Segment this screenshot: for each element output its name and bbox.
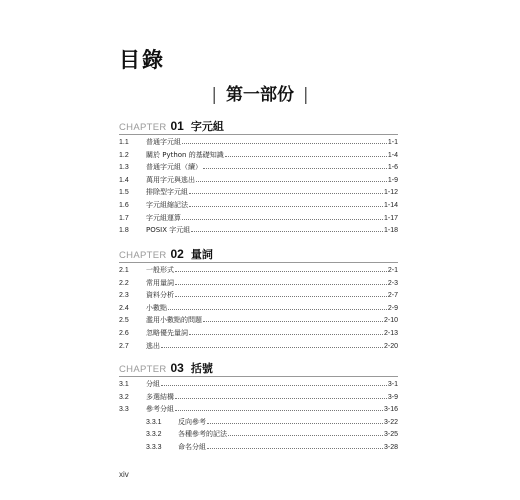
entry-title: 字元組運算 [146,213,181,222]
entry-title: 參考分組 [146,405,174,414]
dot-leader [225,156,387,157]
entry-number: 1.1 [119,139,129,146]
entry-page: 2-9 [387,304,398,312]
dot-leader [182,143,387,144]
toc-entry[interactable] [119,379,398,392]
entry-page: 2-20 [383,342,398,350]
entry-title: 命名分組 [178,442,206,451]
entry-page: 1-17 [383,214,398,222]
toc-entry[interactable] [119,328,398,341]
dot-leader [196,181,387,182]
entry-title: 一般形式 [146,266,174,274]
entry-page: 1-4 [387,151,398,159]
dot-leader [189,193,383,194]
part-heading [0,80,520,105]
chapter-label: CHAPTER [119,250,167,261]
entry-title: 忽略優先量詞 [146,328,188,337]
dot-leader [207,448,383,449]
entry-page: 2-1 [387,267,398,274]
entry-page: 3-1 [387,381,398,388]
entry-number: 1.3 [119,164,129,172]
dot-leader [175,296,387,297]
entry-title: 反向參考 [178,417,206,426]
entry-number: 1.7 [119,214,129,222]
entry-title: 小數點 [146,303,167,312]
entry-number: 3.2 [119,393,129,401]
chapter-title: 量詞 [190,248,213,261]
toc-entry[interactable] [119,315,398,328]
entry-title: 資料分析 [146,291,174,300]
entry-page: 3-16 [383,406,398,414]
chapter-label: CHAPTER [119,122,167,133]
entry-page: 1-12 [383,189,398,197]
entry-page: 3-25 [383,431,398,439]
chapter-02-entries [119,265,398,353]
toc-entry[interactable] [119,290,398,303]
entry-title: 常用量詞 [146,278,174,287]
entry-number: 2.4 [119,304,129,312]
toc-entry[interactable] [119,265,398,278]
chapter-title: 字元組 [190,120,224,133]
entry-title: 萬用字元與逃出 [146,175,195,184]
entry-title: 逃出 [146,341,160,350]
dot-leader [228,435,383,436]
entry-title: 字元組縮記法 [146,200,188,209]
dot-leader [189,206,383,207]
entry-title: 多選結構 [146,392,174,401]
dot-leader [182,219,383,220]
chapter-01-entries [119,137,398,238]
entry-number: 1.5 [119,189,129,197]
entry-number: 3.3 [119,406,129,414]
entry-number: 2.5 [119,317,129,325]
chapter-divider [119,262,398,263]
entry-number: 2.2 [119,279,129,287]
entry-number: 3.3.1 [146,418,162,426]
entry-page: 2-3 [387,279,398,287]
entry-number: 1.8 [119,227,129,235]
dot-leader [161,385,387,386]
entry-page: 3-22 [383,418,398,426]
entry-page: 2-7 [387,292,398,300]
toc-entry[interactable] [119,137,398,150]
chapter-heading-02 [119,246,213,262]
dot-leader [203,168,387,169]
part-heading-bar-right: | [302,85,309,105]
entry-page: 1-18 [383,227,398,235]
chapter-number: 03 [170,361,184,375]
entry-title: 普通字元組 [146,138,181,146]
entry-page: 1-1 [387,139,398,146]
entry-title: 關於 Python 的基礎知識 [146,150,224,159]
entry-number: 2.3 [119,292,129,300]
entry-title: 各種參考的記法 [178,430,227,439]
entry-page: 1-9 [387,176,398,184]
dot-leader [175,271,387,272]
part-heading-bar-left: | [211,85,218,105]
toc-entry[interactable] [119,278,398,291]
dot-leader [175,398,387,399]
dot-leader [175,284,387,285]
chapter-heading-01 [119,118,224,134]
dot-leader [168,309,387,310]
dot-leader [175,410,383,411]
entry-page: 3-28 [383,443,398,451]
chapter-label: CHAPTER [119,364,167,375]
toc-entry[interactable] [119,150,398,163]
dot-leader [191,231,383,232]
toc-entry[interactable] [119,213,398,226]
chapter-heading-03 [119,360,213,376]
chapter-03-entries [119,379,398,455]
entry-number: 3.1 [119,381,129,388]
entry-number: 2.7 [119,342,129,350]
entry-page: 2-10 [383,317,398,325]
toc-entry[interactable] [119,225,398,238]
chapter-number: 02 [170,247,184,261]
dot-leader [161,347,383,348]
toc-subentry[interactable] [119,429,398,442]
chapter-number: 01 [170,119,184,133]
entry-title: 濫用小數點的問題 [146,316,202,325]
toc-subentry[interactable] [119,417,398,430]
entry-number: 1.2 [119,151,129,159]
entry-title: 分組 [146,380,160,388]
entry-number: 1.4 [119,176,129,184]
entry-page: 1-6 [387,164,398,172]
entry-number: 1.6 [119,201,129,209]
entry-title: 排除型字元組 [146,188,188,197]
toc-entry[interactable] [119,392,398,405]
entry-number: 2.6 [119,329,129,337]
toc-entry[interactable] [119,175,398,188]
entry-page: 2-13 [383,329,398,337]
entry-page: 3-9 [387,393,398,401]
part-heading-text: 第一部份 [226,85,294,105]
toc-entry[interactable] [119,187,398,200]
toc-entry[interactable] [119,162,398,175]
entry-number: 3.3.3 [146,443,162,451]
toc-entry[interactable] [119,303,398,316]
toc-entry[interactable] [119,341,398,354]
chapter-divider [119,376,398,377]
entry-number: 2.1 [119,267,129,274]
toc-entry[interactable] [119,404,398,417]
dot-leader [203,321,383,322]
toc-subentry[interactable] [119,442,398,455]
entry-title: 普通字元組（續） [146,163,202,172]
chapter-title: 括號 [190,362,213,375]
toc-entry[interactable] [119,200,398,213]
page-number: xiv [119,470,129,479]
dot-leader [189,334,383,335]
entry-number: 3.3.2 [146,431,162,439]
chapter-divider [119,134,398,135]
entry-title: POSIX 字元組 [146,226,191,235]
dot-leader [207,423,383,424]
entry-page: 1-14 [383,201,398,209]
page-title: 目錄 [119,48,165,72]
